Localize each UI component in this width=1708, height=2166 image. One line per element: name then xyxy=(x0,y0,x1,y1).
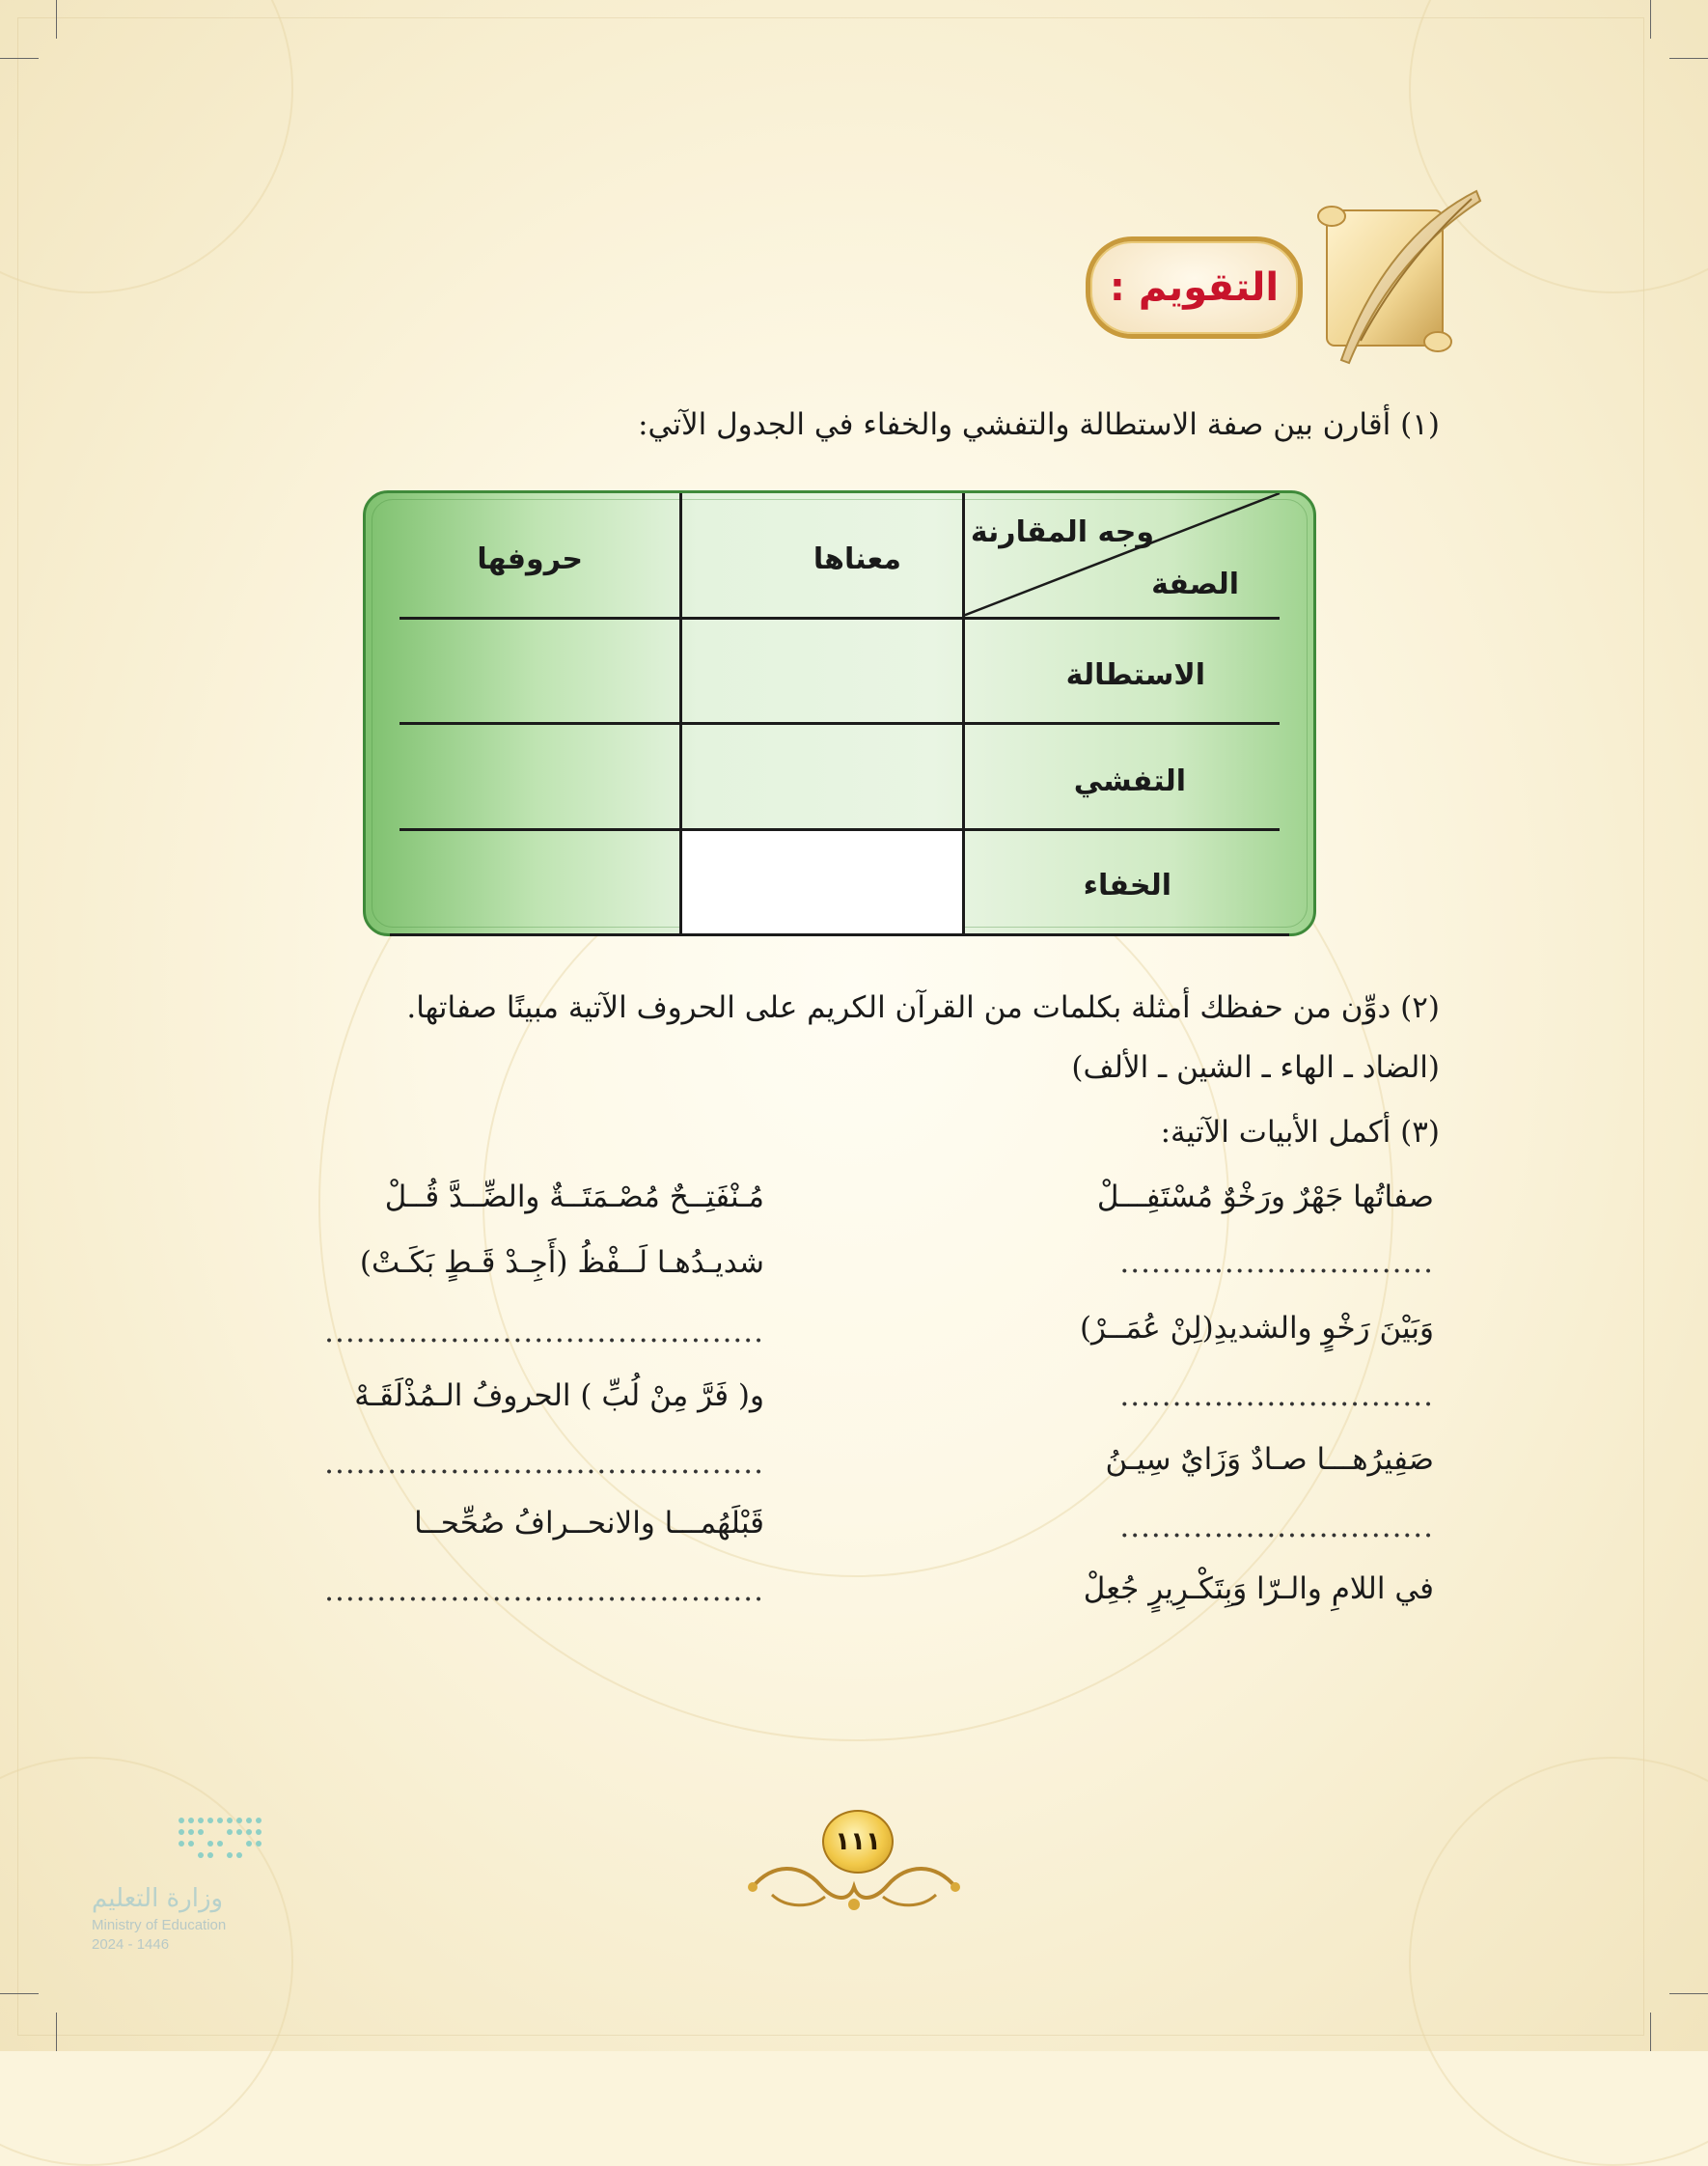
crop-mark xyxy=(0,1993,39,1994)
ministry-dots-icon xyxy=(174,1813,270,1871)
poem-blank-line: .......................................... xyxy=(324,1315,764,1349)
ministry-logo xyxy=(92,1813,275,1953)
table-corner-bottom: الصفة xyxy=(1151,568,1239,601)
page-number-ornament xyxy=(743,1810,965,1916)
table-line xyxy=(390,933,1289,936)
ministry-name-en: Ministry of Education xyxy=(92,1917,227,1933)
poem-blank-line: .......................................... xyxy=(324,1573,764,1608)
poem-blank-line: .......................................... xyxy=(324,1446,764,1481)
poem-blank-line: .............................. xyxy=(1119,1378,1434,1413)
section-title-badge xyxy=(1086,236,1303,339)
table-line xyxy=(679,493,682,936)
crop-mark xyxy=(1669,1993,1708,1994)
ministry-year: 2024 - 1446 xyxy=(92,1936,170,1953)
crop-mark xyxy=(1650,0,1651,39)
section-title: التقويم : xyxy=(1109,265,1280,310)
ministry-name-ar: وزارة التعليم xyxy=(92,1884,224,1913)
table-row-label: التفشي xyxy=(1073,764,1186,798)
table-line xyxy=(399,828,1280,831)
crop-mark xyxy=(1669,58,1708,59)
table-col-meaning: معناها xyxy=(813,542,901,576)
comparison-table xyxy=(363,490,1316,936)
question-2: (٢) دوِّن من حفظك أمثلة بكلمات من القرآن الكريم على الحروف الآتية مبينًا صفاتها. xyxy=(406,990,1440,1025)
poem-line: و( فَرَّ مِنْ لُبِّ ) الحروفُ الـمُذْلَقَـهْ xyxy=(354,1378,764,1413)
poem-blank-line: .............................. xyxy=(1119,1245,1434,1280)
table-col-letters: حروفها xyxy=(477,542,583,576)
crop-mark xyxy=(0,58,39,59)
table-row-label: الخفاء xyxy=(1083,869,1171,902)
question-1: (١) أقارن بين صفة الاستطالة والتفشي والخفاء في الجدول الآتي: xyxy=(638,407,1440,442)
crop-mark xyxy=(1650,2013,1651,2051)
question-3: (٣) أكمل الأبيات الآتية: xyxy=(1160,1115,1440,1150)
table-corner-top: وجه المقارنة xyxy=(970,515,1154,549)
crop-mark xyxy=(56,0,57,39)
page-number: ١١١ xyxy=(822,1810,894,1874)
table-line xyxy=(399,722,1280,725)
poem-blank-line: .............................. xyxy=(1119,1510,1434,1544)
question-2-letters: (الضاد ـ الهاء ـ الشين ـ الألف) xyxy=(1071,1050,1440,1085)
poem-line: مُـنْفَتِــحٌ مُصْـمَتَــةٌ والضِّــدَّ قُــلْ xyxy=(384,1180,764,1214)
table-blank-cell xyxy=(682,830,962,933)
poem-line: قَبْلَهُمـــا والانحــرافُ صُحِّحــا xyxy=(414,1506,764,1541)
poem-line: شديـدُهـا لَــفْظُ (أَجِـدْ قَـطٍ بَكَـتْ) xyxy=(359,1245,764,1280)
scroll-quill-icon xyxy=(1274,181,1496,375)
poem-line: صفاتُها جَهْرٌ ورَخْوٌ مُسْتَفِـــلْ xyxy=(1096,1180,1434,1214)
table-row-label: الاستطالة xyxy=(1065,658,1205,692)
poem-line: وَبَيْنَ رَخْوٍ والشديدِ(لِنْ عُمَــرْ) xyxy=(1079,1311,1434,1346)
crop-mark xyxy=(56,2013,57,2051)
poem-line: في اللامِ والـرّا وَبِتَكْـرِيرٍ جُعِلْ xyxy=(1083,1571,1434,1606)
poem-line: صَفِيرُهـــا صـادٌ وَزَايٌ سِيـنُ xyxy=(1105,1442,1434,1477)
